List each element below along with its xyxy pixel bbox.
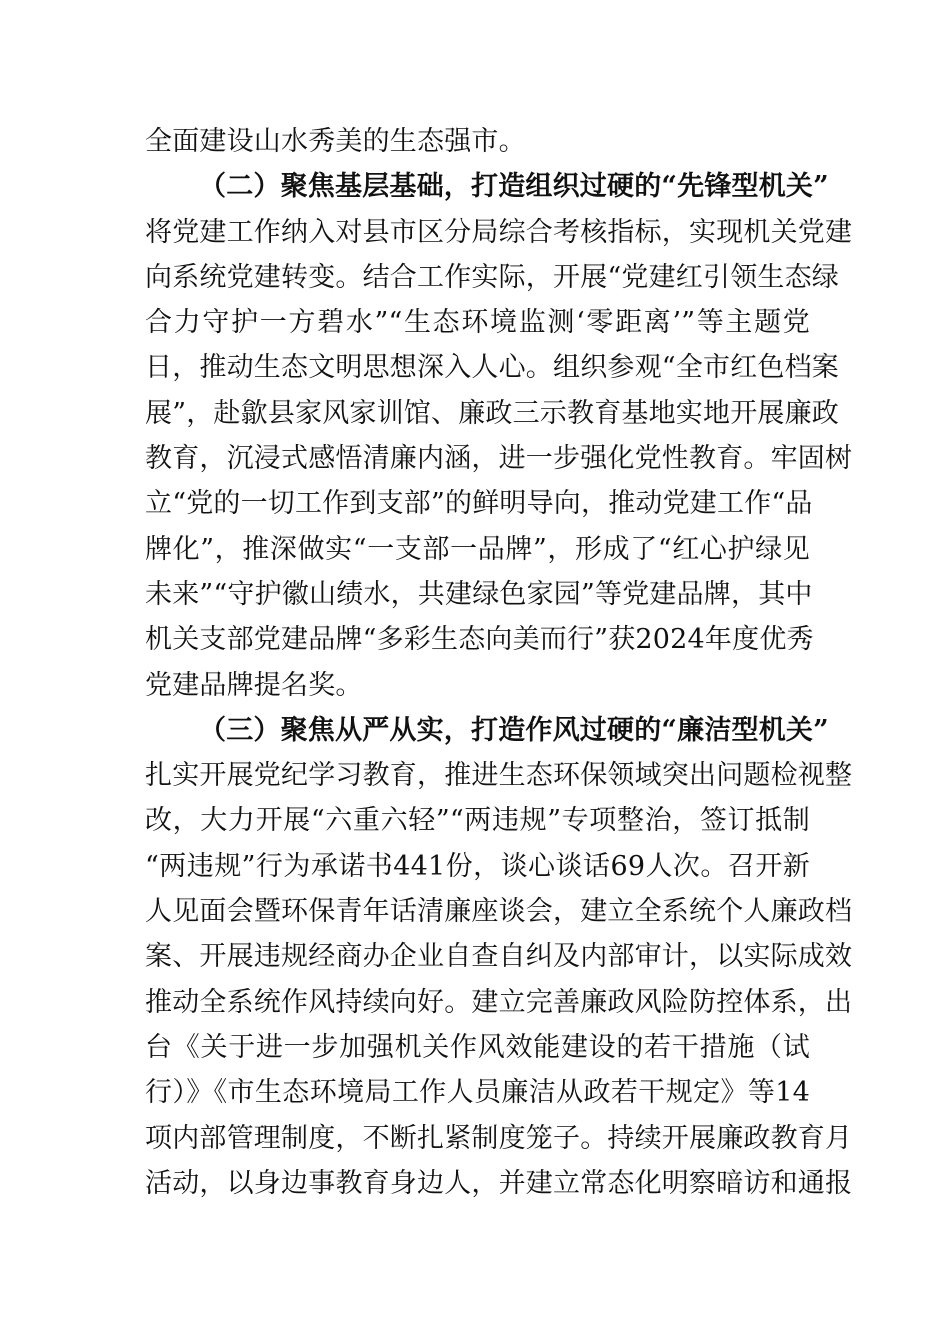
paragraph-line: 人见面会暨环保青年话清廉座谈会，建立全系统个人廉政档 bbox=[145, 896, 853, 928]
paragraph-line: 行）》《市生态环境局工作人员廉洁从政若干规定》等14 bbox=[145, 1077, 810, 1109]
paragraph-line: 全面建设山水秀美的生态强市。 bbox=[145, 126, 526, 157]
paragraph-line: 改，大力开展“六重六轻”“两违规”专项整治，签订抵制 bbox=[145, 805, 810, 837]
paragraph-line: 党建品牌提名奖。 bbox=[145, 669, 363, 701]
paragraph-line: 将党建工作纳入对县市区分局综合考核指标，实现机关党建 bbox=[145, 216, 853, 248]
paragraph-line: 台《关于进一步加强机关作风效能建设的若干措施（试 bbox=[145, 1031, 810, 1063]
paragraph-line: 扎实开展党纪学习教育，推进生态环保领域突出问题检视整 bbox=[145, 760, 853, 792]
paragraph-line: 展”，赴歙县家风家训馆、廉政三示教育基地实地开展廉政 bbox=[145, 397, 840, 429]
paragraph-line: “两违规”行为承诺书441份，谈心谈话69人次。召开新 bbox=[145, 850, 810, 882]
paragraph-line: 合力守护一方碧水”“生态环境监测‘零距离’”等主题党 bbox=[145, 307, 810, 339]
paragraph-line: 项内部管理制度，不断扎紧制度笼子。持续开展廉政教育月 bbox=[145, 1122, 853, 1154]
paragraph-line: 向系统党建转变。结合工作实际，开展“党建红引领生态绿 bbox=[145, 261, 840, 293]
paragraph-line: 教育，沉浸式感悟清廉内涵，进一步强化党性教育。牢固树 bbox=[145, 443, 853, 475]
paragraph-line: 推动全系统作风持续向好。建立完善廉政风险防控体系，出 bbox=[145, 986, 853, 1018]
document-body bbox=[145, 119, 853, 1206]
paragraph-line: 活动，以身边事教育身边人，并建立常态化明察暗访和通报 bbox=[145, 1167, 853, 1199]
paragraph-line: 立“党的一切工作到支部”的鲜明导向，推动党建工作“品 bbox=[145, 488, 813, 520]
paragraph-line: 未来”“守护徽山绩水，共建绿色家园”等党建品牌，其中 bbox=[145, 578, 813, 610]
paragraph-line: 机关支部党建品牌“多彩生态向美而行”获2024年度优秀 bbox=[145, 624, 814, 656]
paragraph-line: 牌化”，推深做实“一支部一品牌”，形成了“红心护绿见 bbox=[145, 533, 810, 565]
paragraph-line: 案、开展违规经商办企业自查自纠及内部审计，以实际成效 bbox=[145, 941, 853, 973]
paragraph-line: 日，推动生态文明思想深入人心。组织参观“全市红色档案 bbox=[145, 352, 840, 384]
section-heading-2: （二）聚焦基层基础，打造组织过硬的“先锋型机关” bbox=[199, 171, 829, 203]
section-heading-3: （三）聚焦从严从实，打造作风过硬的“廉洁型机关” bbox=[199, 714, 829, 746]
